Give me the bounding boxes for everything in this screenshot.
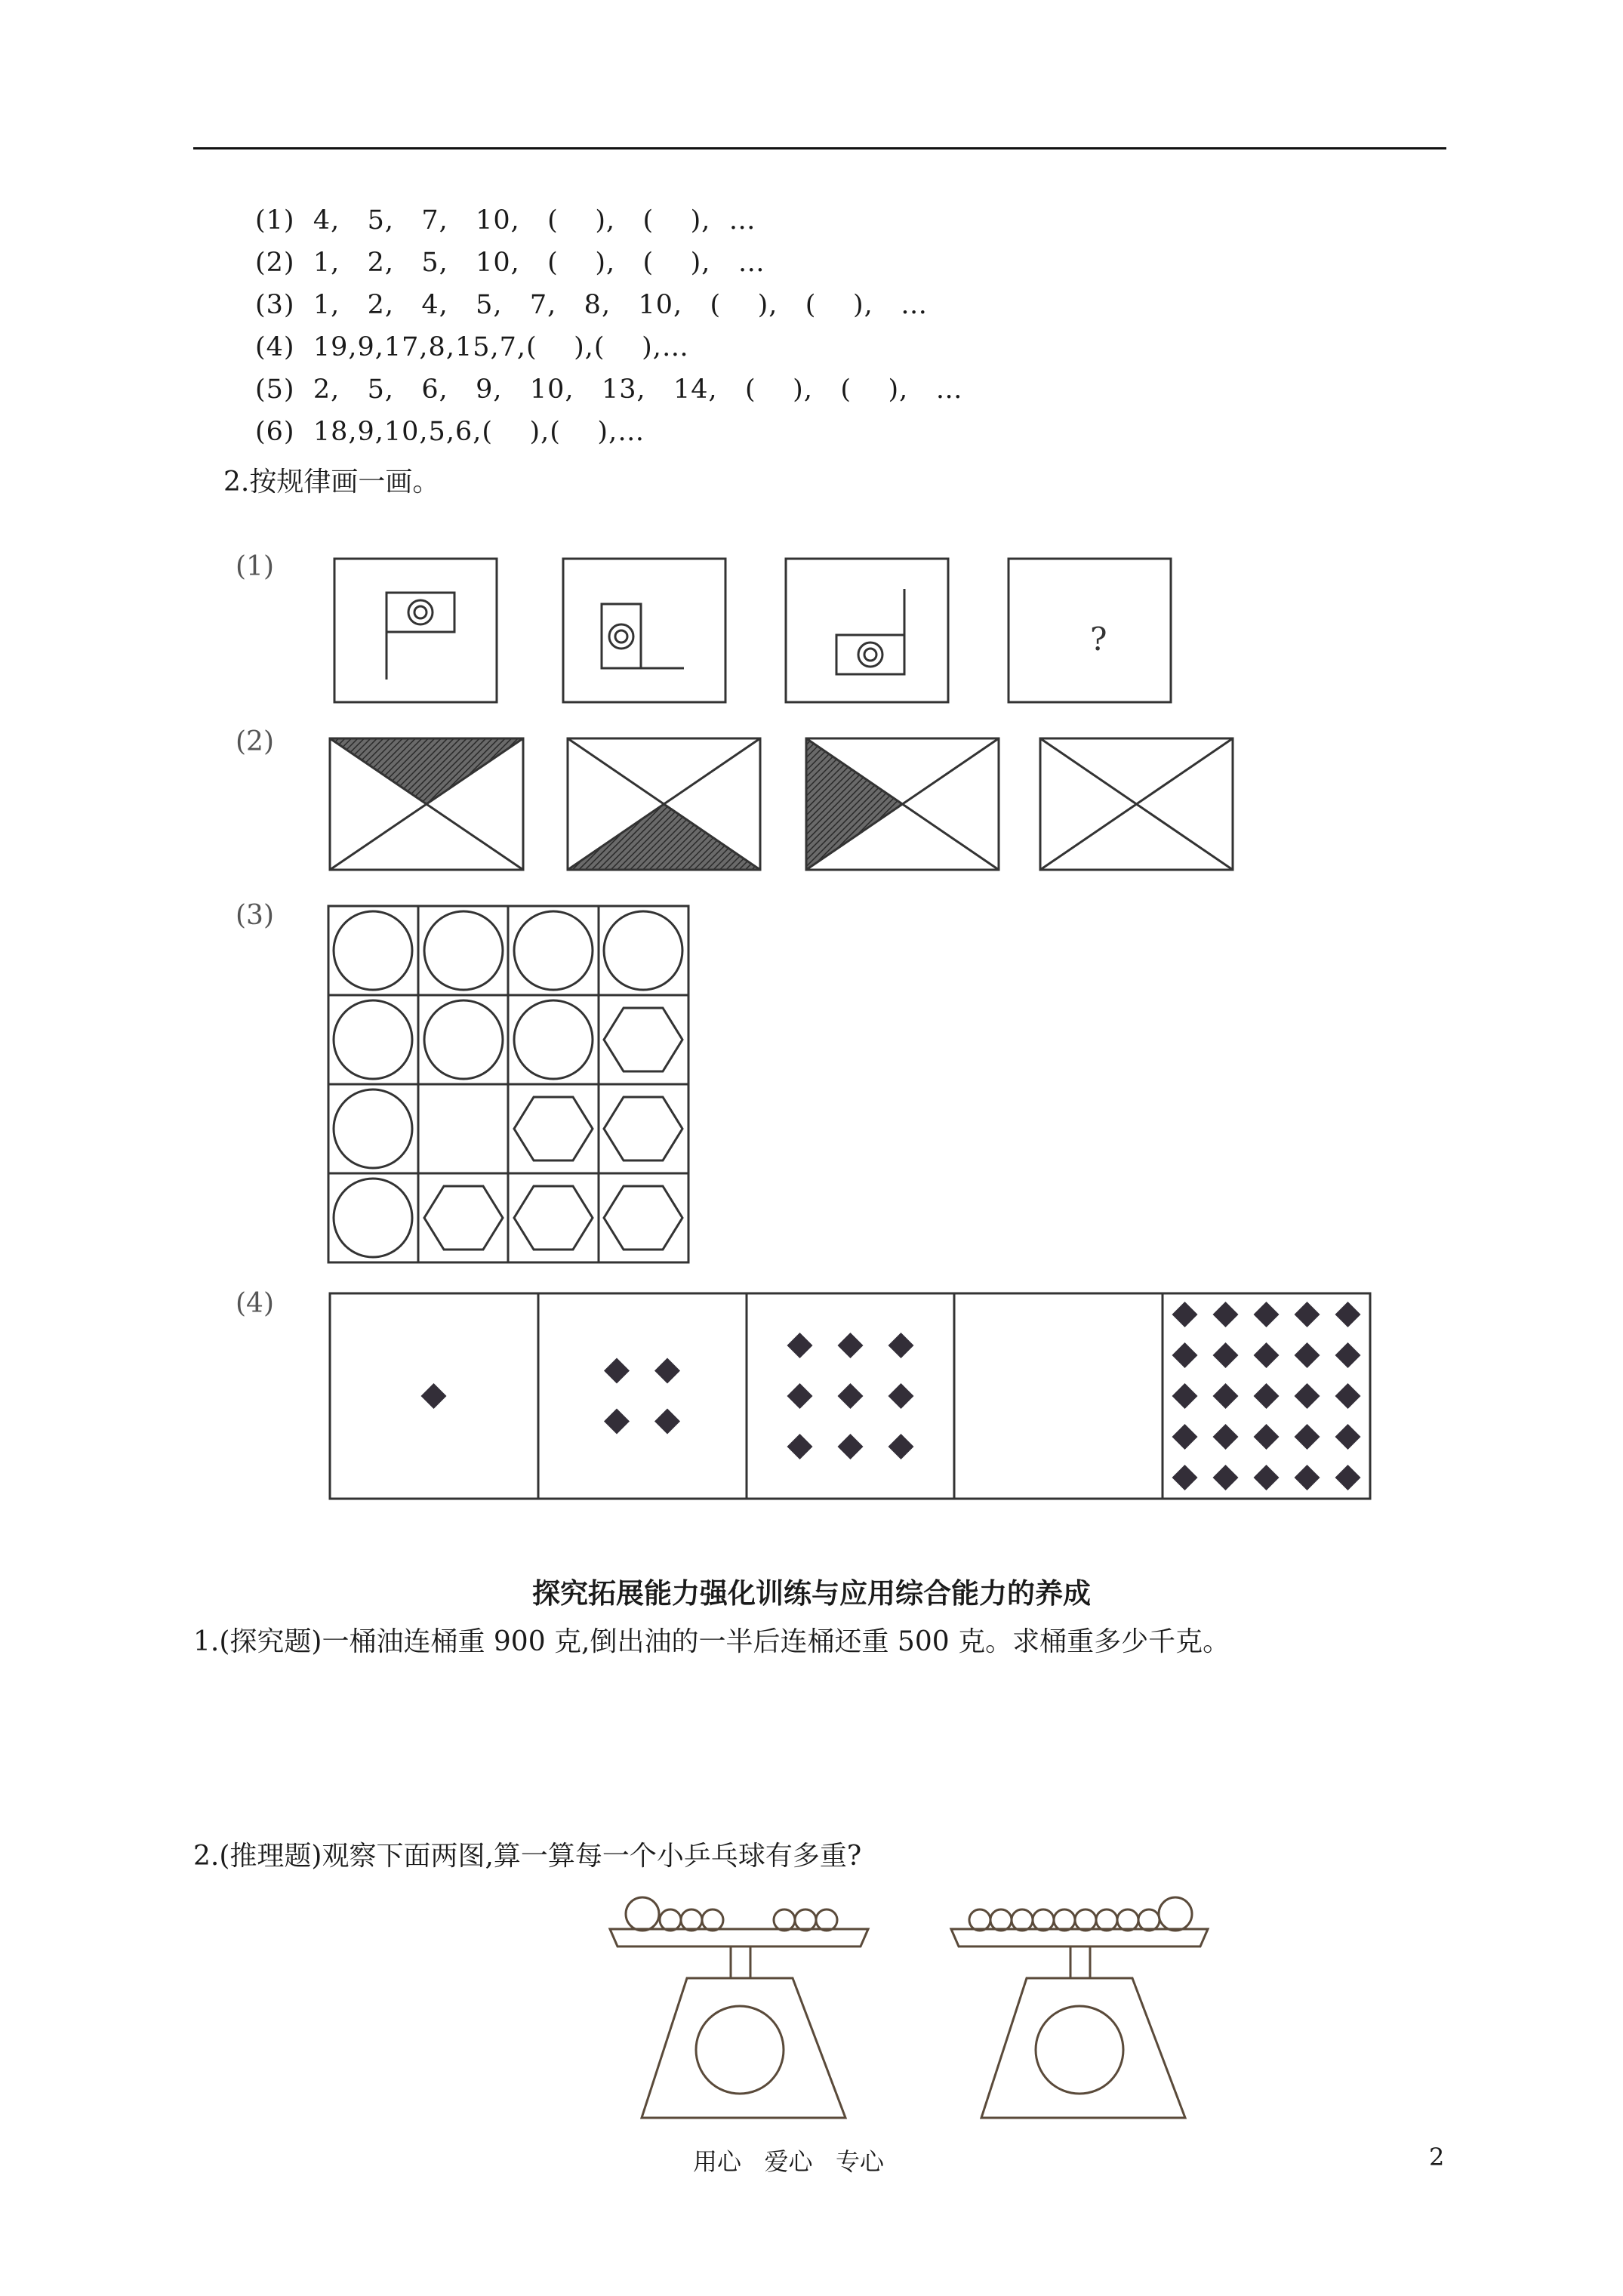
figure-label-4: (4) [236,1288,274,1319]
section-title: 探究拓展能力强化训练与应用综合能力的养成 [532,1576,1091,1610]
sequence-2: (2) 1, 2, 5, 10, ( ), ( ), … [255,248,765,278]
q2-heading: 2.按规律画一画。 [223,467,440,498]
figure-label-3: (3) [236,900,274,931]
problem-1: 1.(探究题)一桶油连桶重 900 克,倒出油的一半后连桶还重 500 克。求桶重多少千克。 [193,1626,1230,1657]
sequence-6: (6) 18,9,10,5,6,( ),( ),… [255,417,645,447]
problem-2: 2.(推理题)观察下面两图,算一算每一个小乒乓球有多重? [193,1841,862,1872]
sequence-4: (4) 19,9,17,8,15,7,( ),( ),… [255,332,689,362]
sequence-1: (1) 4, 5, 7, 10, ( ), ( ), … [255,205,756,236]
figure-label-2: (2) [236,726,274,757]
sequence-3: (3) 1, 2, 4, 5, 7, 8, 10, ( ), ( ), … [255,290,929,320]
sequence-5: (5) 2, 5, 6, 9, 10, 13, 14, ( ), ( ), … [255,374,963,405]
figure-label-1: (1) [236,551,274,582]
footer: 用心 爱心 专心 [693,2147,885,2176]
page-number: 2 [1429,2143,1445,2171]
question-mark: ? [1090,621,1107,658]
